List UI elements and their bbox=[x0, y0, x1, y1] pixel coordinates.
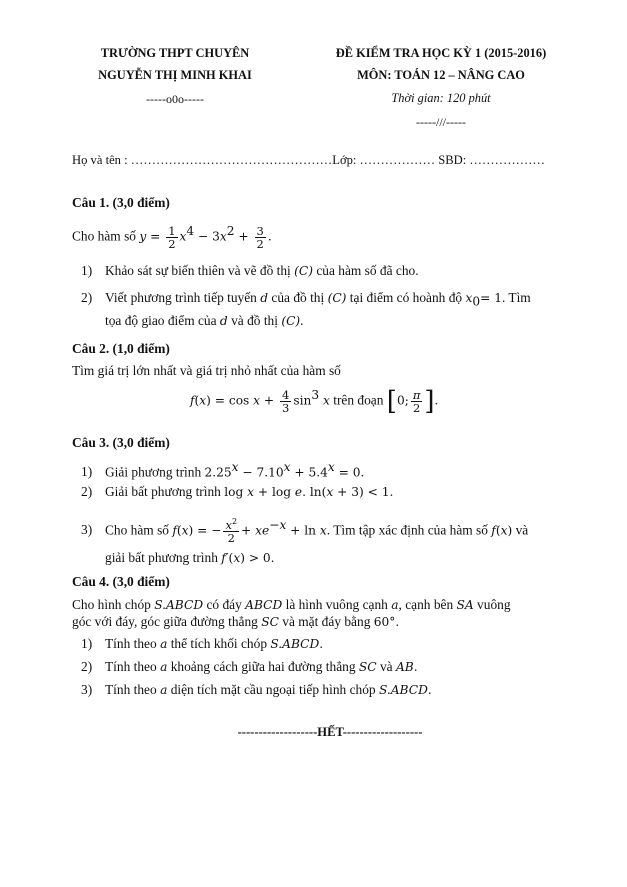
q4-intro-line1: Cho hình chóp S.ABCD có đáy ABCD là hình vuông cạnh a, cạnh bên SA vuông bbox=[72, 597, 511, 612]
q1-item-2-x0: = 1 bbox=[480, 291, 502, 305]
q4-intro-d: , cạnh bên bbox=[398, 597, 454, 612]
q1-item-2-line2-d: d bbox=[219, 314, 228, 328]
q1-intro: Cho hàm số y = $\frac{1}{2}$ $x^4 - 3x^2$ + $\frac{3}{2}$ . bbox=[72, 223, 272, 251]
school-mark: -----o0o----- bbox=[146, 92, 204, 106]
q1-item-2-num: 2) bbox=[81, 290, 93, 305]
q4-item-1-b: thể tích khối chóp bbox=[170, 636, 268, 651]
exam-subject: MÔN: TOÁN 12 – NÂNG CAO bbox=[357, 68, 525, 82]
q3-item-2-text: Giải bất phương trình bbox=[105, 484, 221, 499]
q4-item-3-num: 3) bbox=[81, 682, 93, 697]
q4-item-2-a: Tính theo bbox=[105, 659, 157, 674]
q4-intro-a: Cho hình chóp bbox=[72, 597, 151, 612]
q3-item-3: 3) Cho hàm số f(x) = − $\frac{x^2}{2}$ + $xe^{-x} + \ln x$. Tìm tập xác định của hàm số f(x) và bbox=[81, 517, 529, 546]
q4-item-1-num: 1) bbox=[81, 636, 93, 651]
q1-item-2: 2) Viết phương trình tiếp tuyến d của đồ thị (C) tại điểm có hoành độ $x_0= 1$. Tìm bbox=[81, 290, 531, 309]
q1-item-2-line2-c: và đồ thị bbox=[231, 313, 278, 328]
q1-item-2-graph: (C) bbox=[327, 291, 347, 305]
q3-item-3-line2: giải bất phương trình f′(x) > 0. bbox=[105, 550, 275, 565]
q3-item-2: 2) Giải bất phương trình log x + log e. ln(x + 3) < 1. bbox=[81, 484, 394, 499]
q4-item-3-a: Tính theo bbox=[105, 682, 157, 697]
q3-item-3-text-a: Cho hàm số bbox=[105, 522, 169, 538]
student-info-line bbox=[72, 153, 545, 168]
q4-intro-c: là hình vuông cạnh bbox=[285, 597, 388, 612]
q3-item-1-text: Giải phương trình bbox=[105, 464, 202, 480]
q1-item-1-graph: (C) bbox=[294, 264, 313, 278]
q4-item-3-b: diện tích mặt cầu ngoại tiếp hình chóp bbox=[170, 682, 376, 697]
q4-item-2-c: và bbox=[379, 659, 393, 674]
q1-intro-text: Cho hàm số bbox=[72, 228, 136, 244]
q1-item-2-line2-a: tọa độ giao điểm của bbox=[105, 313, 217, 328]
q4-intro-e: vuông bbox=[477, 597, 511, 612]
q1-item-2-line2-dot: . bbox=[300, 313, 304, 328]
q4-item-2-num: 2) bbox=[81, 659, 93, 674]
q1-item-2-text-c: của đồ thị bbox=[271, 290, 325, 305]
q2-segment-label: trên đoạn bbox=[333, 392, 384, 408]
school-name-line1: TRƯỜNG THPT CHUYÊN bbox=[100, 46, 250, 60]
exam-mark: -----///----- bbox=[416, 115, 466, 129]
q1-item-2-text-a: Viết phương trình tiếp tuyến bbox=[105, 290, 257, 305]
q3-item-3-text-c: và bbox=[515, 522, 529, 538]
q4-item-2-b: khoảng cách giữa hai đường thẳng bbox=[170, 659, 356, 674]
q2-title: Câu 2. (1,0 điểm) bbox=[72, 341, 170, 356]
q2-function-formula: f(x) = cos x + $\frac{4}{3}$ $\sin^3 x$ trên đoạn [0; $\frac{\pi}{2}$ ]. bbox=[190, 386, 439, 417]
end-mark: -------------------HẾT------------------- bbox=[237, 725, 423, 739]
q4-intro-b: có đáy bbox=[206, 597, 242, 612]
q1-function-formula: y bbox=[139, 229, 147, 244]
q3-item-3-num: 3) bbox=[81, 522, 93, 538]
student-sbd-field: SBD: ……………… bbox=[438, 153, 545, 167]
q3-item-3-line2-text: giải bất phương trình bbox=[105, 550, 218, 565]
student-class-field: Lớp: ……………… bbox=[332, 153, 436, 167]
q1-item-2-text-g: . Tìm bbox=[501, 290, 531, 305]
exam-time: Thời gian: 120 phút bbox=[391, 91, 491, 105]
q1-item-1-num: 1) bbox=[81, 263, 93, 278]
q4-intro2-a: góc với đáy, góc giữa đường thẳng bbox=[72, 614, 258, 629]
student-name-field: Họ và tên : ………………………………………… bbox=[72, 153, 333, 167]
q1-item-2-line2 bbox=[105, 313, 304, 329]
q4-intro2-b: và mặt đáy bằng bbox=[282, 614, 371, 629]
q4-item-1-a: Tính theo bbox=[105, 636, 157, 651]
q3-item-1-num: 1) bbox=[81, 464, 93, 480]
school-name-line2: NGUYỄN THỊ MINH KHAI bbox=[98, 68, 252, 82]
q4-item-3: 3) Tính theo a diện tích mặt cầu ngoại tiếp hình chóp S.ABCD. bbox=[81, 682, 432, 697]
q1-item-1-text-c: của hàm số đã cho. bbox=[316, 263, 419, 278]
q4-title: Câu 4. (3,0 điểm) bbox=[72, 574, 170, 589]
q4-item-1: 1) Tính theo a thể tích khối chóp S.ABCD. bbox=[81, 636, 324, 651]
q4-intro-line2: góc với đáy, góc giữa đường thẳng SC và mặt đáy bằng 60°. bbox=[72, 614, 400, 629]
q3-item-2-num: 2) bbox=[81, 484, 93, 499]
exam-title: ĐỀ KIỂM TRA HỌC KỲ 1 (2015-2016) bbox=[335, 46, 547, 60]
q3-title: Câu 3. (3,0 điểm) bbox=[72, 435, 170, 450]
q3-item-1: 1) Giải phương trình $2.25^x - 7.10^x + 5.4^x = 0$. bbox=[81, 460, 365, 480]
q1-item-1-text-a: Khảo sát sự biến thiên và vẽ đồ thị bbox=[105, 263, 291, 278]
q1-item-2-tangent: d bbox=[260, 291, 269, 305]
q1-title: Câu 1. (3,0 điểm) bbox=[72, 195, 170, 210]
q1-item-2-text-e: tại điểm có hoành độ bbox=[349, 290, 463, 305]
q2-intro: Tìm giá trị lớn nhất và giá trị nhỏ nhất của hàm số bbox=[72, 363, 341, 378]
q1-item-2-line2-graph: (C) bbox=[281, 314, 301, 328]
q4-item-2: 2) Tính theo a khoảng cách giữa hai đường thẳng SC và AB. bbox=[81, 659, 418, 674]
q3-item-3-text-b: . Tìm tập xác định của hàm số bbox=[326, 522, 488, 538]
q1-item-1 bbox=[81, 263, 419, 279]
